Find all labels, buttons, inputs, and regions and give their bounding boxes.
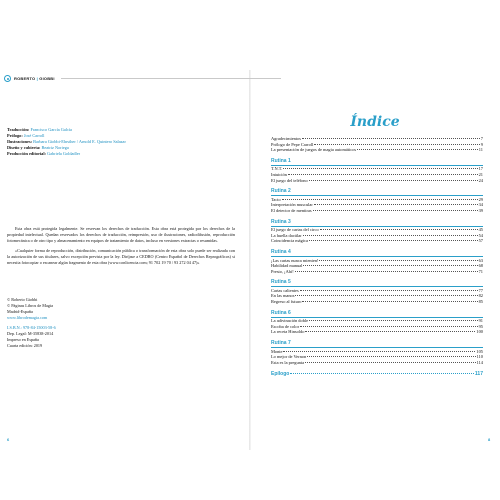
leader-dots	[303, 265, 477, 266]
toc-section-heading: Rutina 5	[271, 279, 291, 286]
toc-entry[interactable]	[271, 178, 483, 184]
legal-paragraph: «Cualquier forma de reproducción, distribución, comunicación pública o transformación de esta obra solo puede ser realizada con la autorización de sus titulares, salvo excepción prevista por la ley. Diríjase a CEDRO (Centro Español de Derechos Reprográficos) si necesita fotocopiar o escanear algún fragmento de esta obra (www.conlicencia.com; 91 702 19 70 / 93 272 04 47)»	[7, 248, 235, 265]
toc-entry-title: Agradecimientos	[271, 136, 301, 141]
section-rule	[271, 195, 483, 196]
toc-entry-page: 24	[478, 177, 483, 183]
credit-row: Ilustraciones: Barbara Giobbi-Ehrsther / Arnold E. Quintero Salazar	[7, 139, 126, 144]
toc-entry-page: 63	[478, 257, 483, 263]
leader-dots	[313, 210, 478, 211]
toc-intro	[271, 136, 483, 153]
leader-dots	[295, 271, 478, 272]
leader-dots	[307, 356, 475, 357]
toc-entry-page: 82	[478, 293, 483, 299]
toc-epilogue[interactable]	[271, 371, 483, 377]
printed-in: Impreso en España	[7, 337, 39, 342]
toc-entry-title: Presto, ¡Ahí!	[271, 268, 294, 274]
toc-entry[interactable]	[271, 147, 483, 153]
epilogue-page: 117	[474, 371, 483, 378]
leader-dots	[309, 240, 478, 241]
toc-section-heading: Rutina 6	[271, 309, 291, 316]
leader-dots	[320, 229, 478, 230]
toc-entry-title: El detector de mentiras	[271, 207, 312, 213]
toc-entry-page: 91	[478, 318, 483, 324]
toc-entry-page: 105	[476, 348, 483, 354]
toc-entry-title: Prólogo de Pepe Carroll	[271, 141, 314, 147]
toc-entry-title: Interpretación muscular	[271, 202, 313, 208]
toc-entry-title: Coincidencia mágica	[271, 238, 308, 244]
toc-section-heading: Rutina 4	[271, 248, 291, 255]
toc-entry-page: 45	[478, 227, 483, 233]
leader-dots	[302, 301, 477, 302]
credit-row: Producción editorial: Gabriela Goldadler	[7, 151, 81, 156]
toc-entry-page: 68	[478, 263, 483, 269]
toc-entry[interactable]	[271, 329, 483, 335]
legal-deposit: Dep. Legal: M-35838-2014	[7, 331, 54, 336]
toc-entry-page: 29	[478, 196, 483, 202]
legal-paragraph: Esta obra está protegida legalmente. Se reservan los derechos de traducción. Esta obra está protegida por los derechos de la propiedad intelectual. Quedan reservados los derechos de traducción, reimpresión, uso de ilustraciones, radiodifusión, reproducción fotomecánica o de otro tipo y almacenamiento en equipos de tratamiento de datos, incluso en versiones extractas o resumidas.	[7, 226, 235, 243]
toc-entry-title: En las manos	[271, 293, 295, 299]
imprint-block	[7, 297, 127, 349]
leader-dots	[302, 138, 480, 139]
leader-dots	[283, 351, 475, 352]
toc-entry-title: Intuición	[271, 171, 287, 177]
toc-section-heading: Rutina 7	[271, 340, 291, 347]
epilogue-title: Epílogo	[271, 371, 290, 378]
credit-row: Traducción: Francisco García Galcía	[7, 127, 72, 132]
toc-entry-page: 110	[476, 354, 483, 360]
toc-entry[interactable]	[271, 208, 483, 214]
leader-dots	[288, 174, 478, 175]
leader-dots	[303, 235, 478, 236]
toc-entry-title: ¡Las cartas nunca mienten!	[271, 257, 319, 263]
toc-sections	[271, 158, 483, 366]
page-number-right: 8	[488, 437, 491, 442]
toc-entry-title: Escoba de color	[271, 323, 300, 329]
toc-entry-title: La adivinación doble	[271, 318, 309, 324]
toc-entry-title: Tacto	[271, 196, 281, 202]
toc-entry-page: 39	[478, 207, 483, 213]
credit-row: Diseño y cubierta: Beatriz Noriega	[7, 145, 69, 150]
toc-entry[interactable]	[271, 269, 483, 275]
toc-entry-title: Regreso al futuro	[271, 299, 302, 305]
toc-entry-title: El juego del teléfono	[271, 177, 308, 183]
section-rule	[271, 256, 483, 257]
toc-entry-title: La presentación de juegos de magia automáticos	[271, 147, 357, 153]
leader-dots	[314, 144, 479, 145]
toc-section-heading: Rutina 3	[271, 218, 291, 225]
toc-entry-title: La receta Hinsoldo	[271, 329, 305, 335]
brand-logo-icon	[4, 75, 11, 82]
toc-entry-page: 95	[478, 323, 483, 329]
leader-dots	[305, 331, 475, 332]
toc-section-heading: Rutina 1	[271, 157, 291, 164]
toc-entry-page: 34	[478, 202, 483, 208]
toc-entry-page: 85	[478, 299, 483, 305]
section-rule	[271, 286, 483, 287]
toc-entry-page: 11	[478, 147, 483, 153]
publisher-city: Madrid-España	[7, 309, 33, 314]
toc-entry[interactable]	[271, 238, 483, 244]
leader-dots	[295, 295, 477, 296]
brand-header	[4, 75, 281, 82]
toc-entry[interactable]	[271, 299, 483, 305]
page-gutter	[249, 70, 251, 450]
toc-entry-page: 21	[478, 171, 483, 177]
toc-section-heading: Rutina 2	[271, 188, 291, 195]
toc-entry[interactable]	[271, 360, 483, 366]
leader-dots	[309, 320, 478, 321]
toc-entry-title: Cartas calientes	[271, 287, 299, 293]
toc-entry-title: T.N.T.	[271, 166, 283, 172]
toc-entry-page: 17	[478, 166, 483, 172]
copyright-publisher: © Páginas Libros de Magia	[7, 303, 53, 308]
page-number-left: 6	[7, 437, 10, 442]
leader-dots	[283, 168, 477, 169]
toc-title: Índice	[350, 114, 400, 130]
toc-entry-page: 71	[478, 268, 483, 274]
toc-entry-page: 57	[478, 238, 483, 244]
section-rule	[271, 226, 483, 227]
toc-entry-page: 114	[476, 359, 483, 365]
toc-entry-title: Lo mejor de Vernon	[271, 354, 307, 360]
leader-dots	[282, 199, 478, 200]
edition: Cuarta edición: 2019	[7, 343, 43, 348]
toc-entry-title: Habilidad manual	[271, 263, 303, 269]
leader-dots	[309, 180, 478, 181]
leader-dots	[357, 149, 478, 150]
toc-entry-title: Esta es la pregunta	[271, 359, 305, 365]
publisher-url[interactable]: www.librodemagia.com	[7, 315, 48, 320]
section-rule	[271, 317, 483, 318]
toc-entry-page: 9	[480, 141, 483, 147]
section-rule	[271, 165, 483, 166]
leader-dots	[300, 290, 478, 291]
isbn: I.S.B.N.: 978-84-15003-58-6	[7, 325, 56, 330]
brand-rule	[61, 78, 281, 79]
table-of-contents	[271, 136, 483, 377]
leader-dots	[314, 204, 478, 205]
toc-entry-page: 54	[478, 232, 483, 238]
leader-dots	[319, 260, 477, 261]
credits-block	[7, 127, 237, 157]
toc-entry-title: La huella dactilar	[271, 232, 302, 238]
toc-entry-page: 100	[476, 329, 483, 335]
leader-dots	[300, 326, 478, 327]
leader-dots	[290, 373, 474, 374]
brand-name: ROBERTO | GIOBBI	[14, 76, 55, 81]
toc-entry-page: 77	[478, 287, 483, 293]
toc-entry-title: El juego de cartas del circo	[271, 227, 319, 233]
copyright-author: © Roberto Giobbi	[7, 297, 38, 302]
credit-row: Prólogo: José Carroll	[7, 133, 45, 138]
toc-entry-page: 7	[480, 136, 483, 141]
toc-entry-title: Monte	[271, 348, 283, 354]
legal-notice	[7, 226, 235, 270]
leader-dots	[305, 362, 476, 363]
section-rule	[271, 347, 483, 348]
